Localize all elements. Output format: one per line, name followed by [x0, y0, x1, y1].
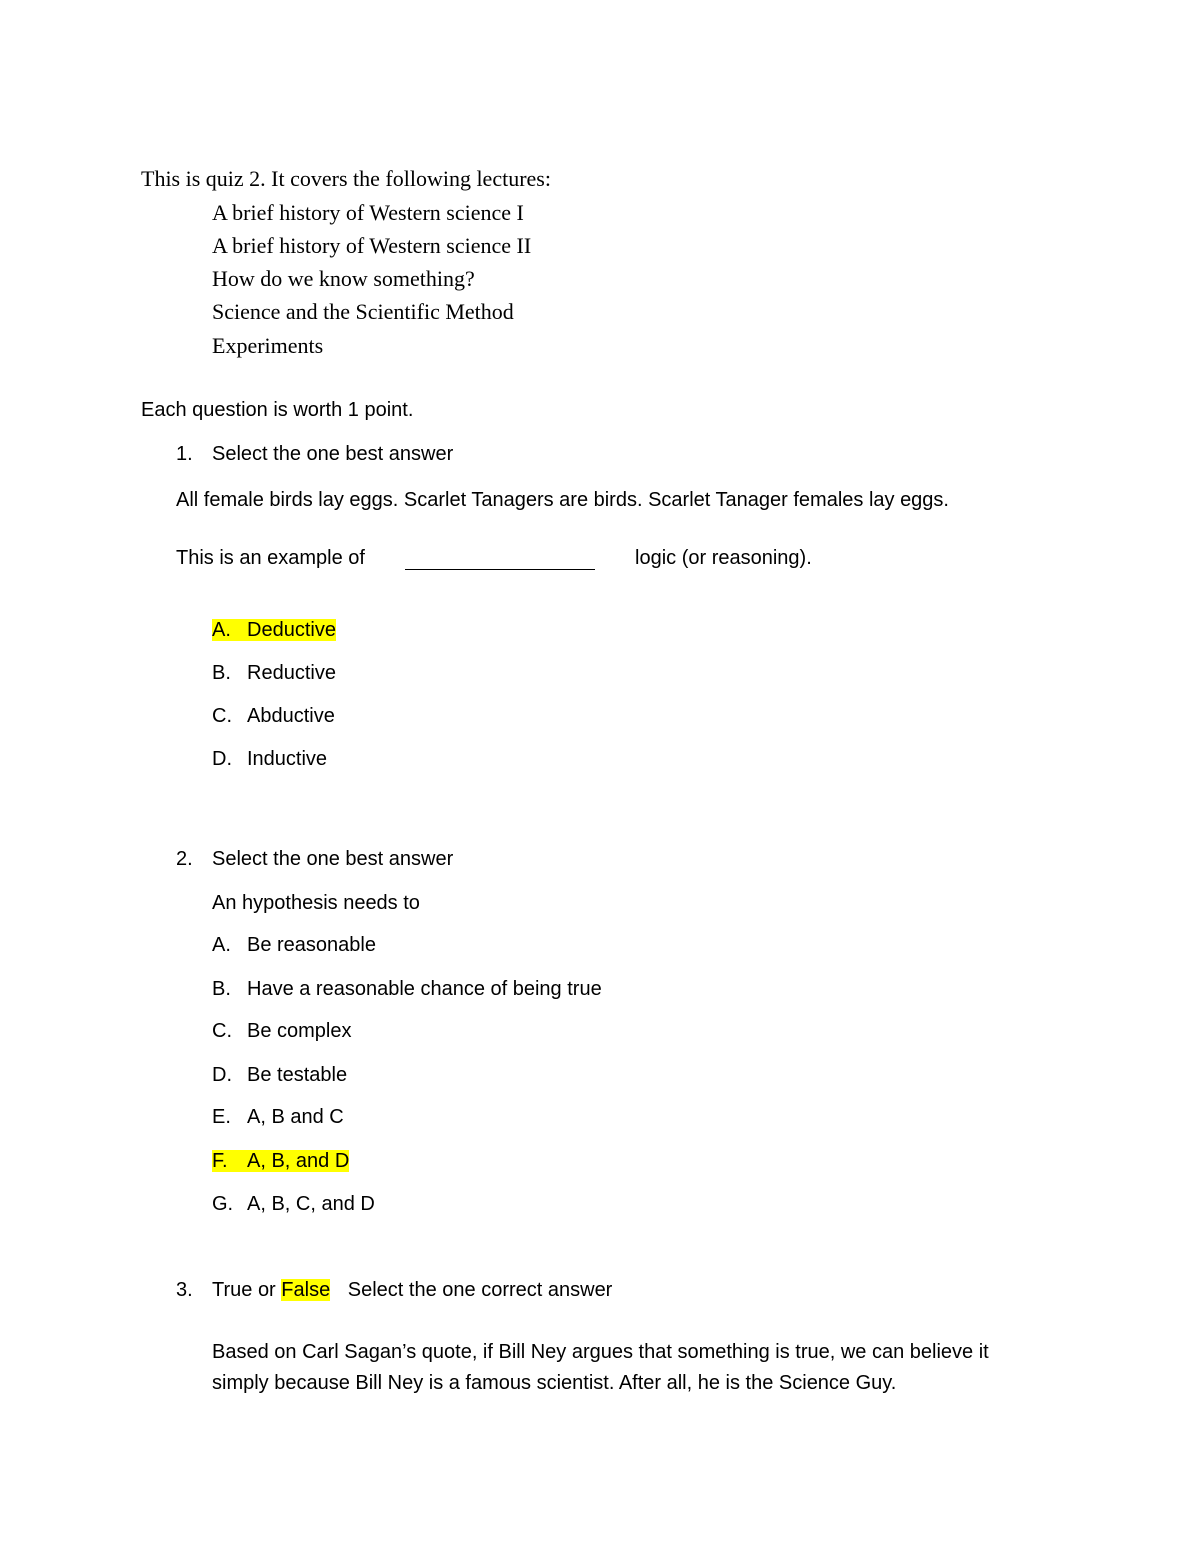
q1-instruction: Select the one best answer	[212, 443, 454, 465]
q1-option-d: D. Inductive	[212, 748, 328, 770]
q1-heading	[176, 443, 453, 466]
lecture-item: How do we know something?	[212, 266, 475, 291]
q3-false-answer: False	[281, 1279, 331, 1301]
q3-true-label: True or	[212, 1279, 276, 1301]
q2-option-d: D. Be testable	[212, 1064, 348, 1086]
lecture-item: Science and the Scientific Method	[212, 299, 514, 324]
q2-option-b: B. Have a reasonable chance of being true	[212, 978, 602, 1000]
q3-number: 3.	[176, 1279, 193, 1301]
q2-option-g: G. A, B, C, and D	[212, 1193, 375, 1215]
q3-statement-line1: Based on Carl Sagan’s quote, if Bill Ney argues that something is true, we can believe it	[212, 1341, 989, 1363]
q3-heading	[176, 1279, 612, 1302]
q2-option-a: A. Be reasonable	[212, 934, 376, 956]
q2-heading	[176, 848, 453, 871]
points-note: Each question is worth 1 point.	[141, 399, 414, 421]
lecture-item: A brief history of Western science II	[212, 233, 532, 258]
q2-option-e: E. A, B and C	[212, 1106, 344, 1128]
q2-instruction: Select the one best answer	[212, 848, 454, 870]
intro-line: This is quiz 2. It covers the following lectures:	[141, 166, 551, 191]
q1-blank	[405, 551, 595, 570]
q2-option-f: F. A, B, and D	[212, 1150, 350, 1172]
q1-statement: All female birds lay eggs. Scarlet Tanagers are birds. Scarlet Tanager females lay eggs.	[176, 489, 949, 511]
q1-option-a: A. Deductive	[212, 619, 336, 641]
q3-instruction: Select the one correct answer	[347, 1279, 613, 1301]
q1-prompt-before: This is an example of	[176, 547, 365, 569]
q2-stem: An hypothesis needs to	[212, 892, 420, 914]
q2-option-c: C. Be complex	[212, 1020, 352, 1042]
q1-prompt-after: logic (or reasoning).	[635, 547, 812, 569]
lecture-item: Experiments	[212, 333, 324, 358]
q1-option-b: B. Reductive	[212, 662, 336, 684]
q2-number: 2.	[176, 848, 193, 870]
q1-option-c: C. Abductive	[212, 705, 335, 727]
q1-number: 1.	[176, 443, 193, 465]
q3-statement-line2: simply because Bill Ney is a famous scientist. After all, he is the Science Guy.	[212, 1372, 897, 1394]
lecture-item: A brief history of Western science I	[212, 200, 524, 225]
